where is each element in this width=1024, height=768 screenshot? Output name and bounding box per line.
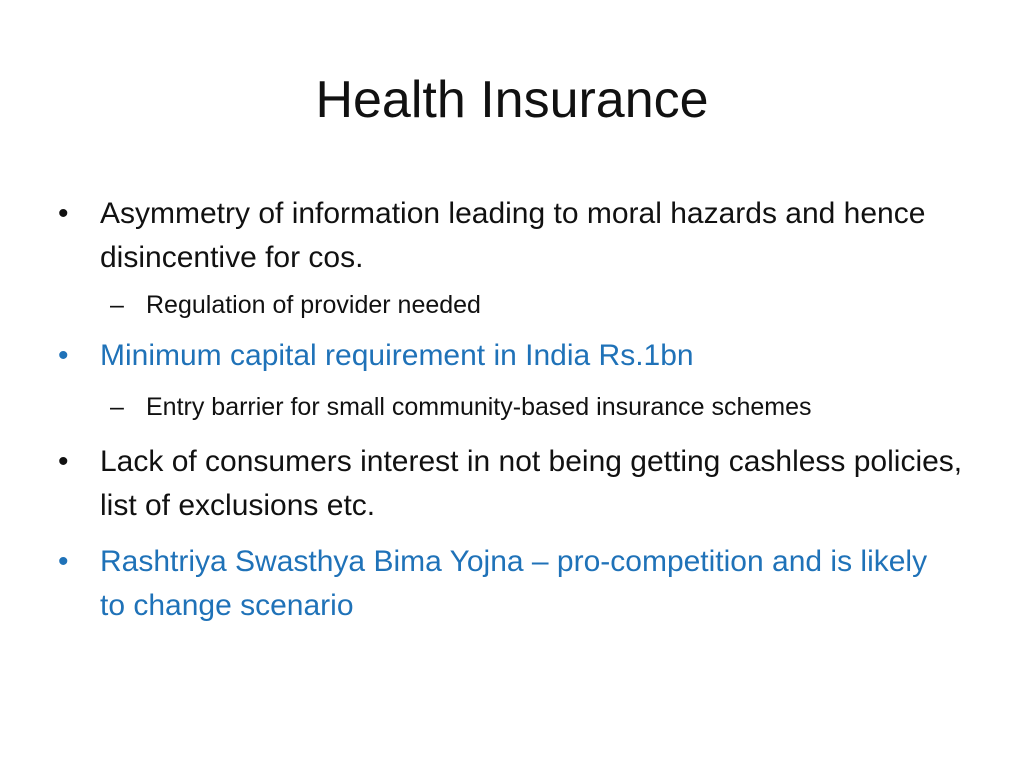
sub-bullet-marker: –	[110, 291, 124, 319]
bullet-text: Asymmetry of information leading to moral hazards and hence disincentive for cos.	[100, 197, 926, 274]
bullet-text: Rashtriya Swasthya Bima Yojna – pro-competition and is likely to change scenario	[100, 545, 928, 622]
bullet-text: Minimum capital requirement in India Rs.1bn	[100, 339, 694, 372]
bullet-marker: •	[58, 445, 69, 478]
sub-bullet-marker: –	[110, 393, 124, 421]
bullet-item	[58, 192, 978, 280]
bullet-item	[58, 540, 978, 628]
bullet-marker: •	[58, 545, 69, 578]
sub-bullet-text: Regulation of provider needed	[146, 291, 481, 319]
slide-title: Health Insurance	[315, 71, 709, 129]
bullet-list	[58, 192, 978, 636]
bullet-marker: •	[58, 197, 69, 230]
sub-bullet-item	[58, 388, 978, 426]
sub-bullet-item	[58, 286, 978, 324]
bullet-item	[58, 440, 978, 528]
bullet-marker: •	[58, 339, 69, 372]
sub-bullet-text: Entry barrier for small community-based insurance schemes	[146, 393, 812, 421]
bullet-item	[58, 334, 978, 378]
bullet-text: Lack of consumers interest in not being getting cashless policies, list of exclusions etc.	[100, 445, 963, 522]
